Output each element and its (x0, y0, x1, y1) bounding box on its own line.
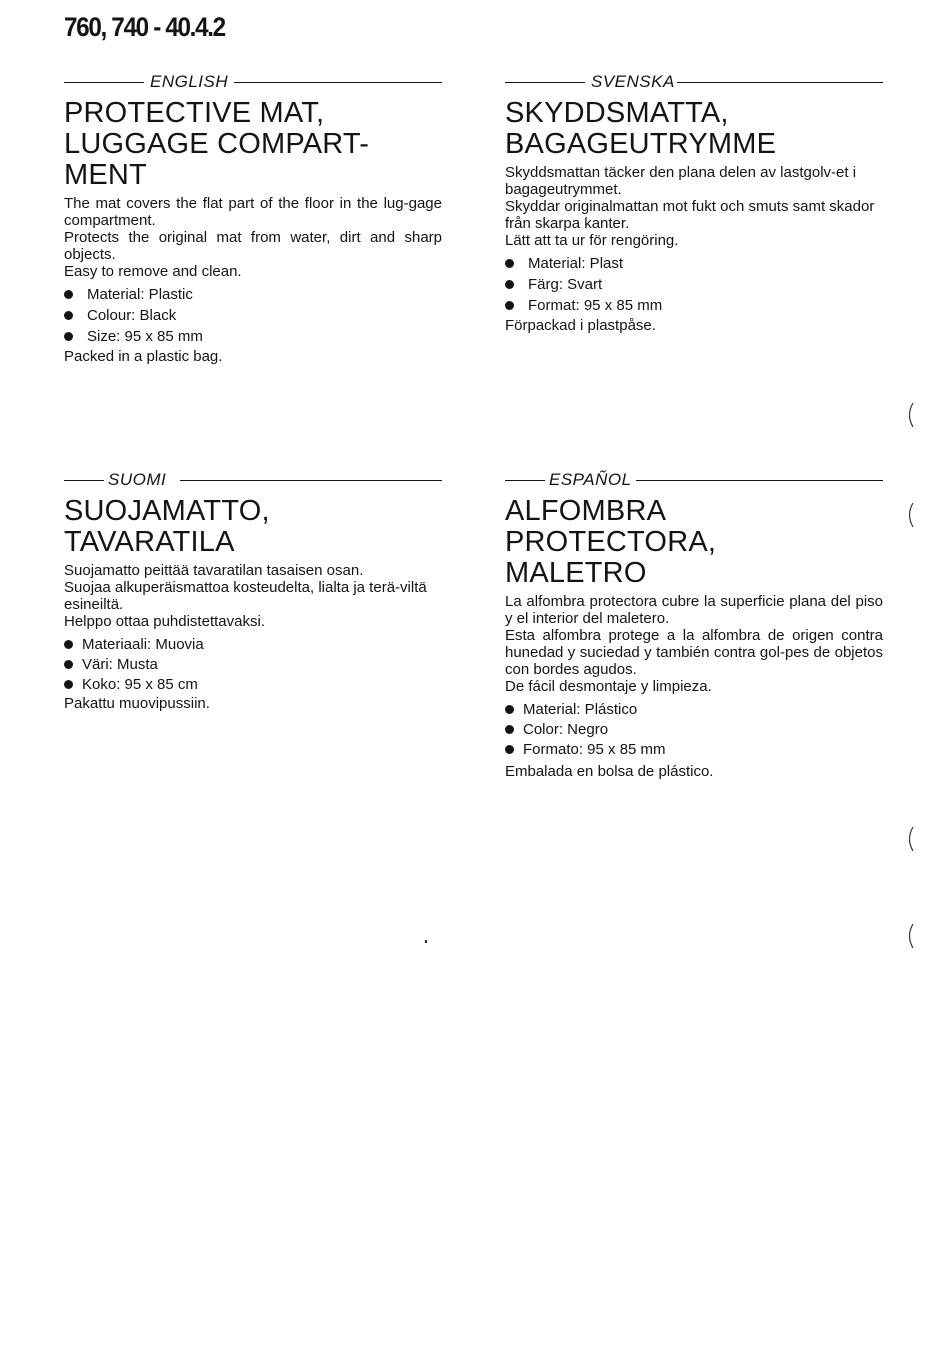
title-line: PROTECTIVE MAT, (64, 97, 325, 129)
spec-list-espanol (505, 699, 883, 759)
section-english (64, 72, 442, 365)
language-rule-english (64, 72, 442, 92)
description-paragraph: Protects the original mat from water, dirt and sharp objects. (64, 229, 442, 263)
binder-mark-icon (905, 402, 915, 428)
section-espanol (505, 470, 883, 780)
description-paragraph: La alfombra protectora cubre la superficie plana del piso y el interior del maletero. (505, 593, 883, 627)
description-paragraph: De fácil desmontaje y limpieza. (505, 678, 712, 695)
bullet-icon (505, 745, 514, 754)
binder-mark-icon (905, 502, 915, 528)
bullet-icon (505, 301, 514, 310)
rule-line (636, 480, 883, 481)
section-title-espanol (505, 496, 883, 589)
spec-item: Materiaali: Muovia (64, 634, 442, 654)
bullet-icon (505, 259, 514, 268)
section-title-english (64, 98, 442, 191)
section-suomi (64, 470, 442, 712)
description-paragraph: Helppo ottaa puhdistettavaksi. (64, 613, 265, 630)
spec-item: Colour: Black (64, 305, 442, 326)
language-rule-suomi (64, 470, 442, 490)
spec-list-svenska (505, 253, 883, 316)
title-line: MALETRO (505, 557, 647, 589)
binder-mark-icon (905, 923, 915, 949)
spec-item: Color: Negro (505, 719, 883, 739)
title-line: LUGGAGE COMPART- (64, 128, 370, 160)
spec-item: Material: Plast (505, 253, 883, 274)
rule-line (64, 480, 104, 481)
bullet-icon (505, 705, 514, 714)
spec-list-english (64, 284, 442, 347)
description-espanol (505, 593, 883, 695)
packaging-note-suomi: Pakattu muovipussiin. (64, 695, 210, 712)
bullet-icon (505, 280, 514, 289)
spec-list-suomi (64, 634, 442, 694)
bullet-icon (64, 680, 73, 689)
section-title-suomi (64, 496, 442, 558)
language-label-svenska: SVENSKA (591, 72, 675, 91)
bullet-icon (64, 311, 73, 320)
description-paragraph: Easy to remove and clean. (64, 263, 242, 280)
language-rule-svenska (505, 72, 883, 92)
packaging-note-english: Packed in a plastic bag. (64, 348, 223, 365)
language-label-english: ENGLISH (150, 72, 229, 91)
spec-item: Size: 95 x 85 mm (64, 326, 442, 347)
spec-item: Material: Plástico (505, 699, 883, 719)
binder-mark-icon (905, 826, 915, 852)
language-rule-espanol (505, 470, 883, 490)
bullet-icon (64, 332, 73, 341)
packaging-note-svenska: Förpackad i plastpåse. (505, 317, 656, 334)
title-line: TAVARATILA (64, 526, 235, 558)
rule-line (180, 480, 442, 481)
language-label-suomi: SUOMI (108, 470, 167, 489)
description-suomi (64, 562, 442, 630)
description-paragraph: Esta alfombra protege a la alfombra de origen contra hunedad y suciedad y también contra gol-pes de objetos con bordes agudos. (505, 627, 883, 678)
description-paragraph: Suojamatto peittää tavaratilan tasaisen osan. (64, 562, 364, 579)
rule-line (505, 480, 545, 481)
spec-item: Format: 95 x 85 mm (505, 295, 883, 316)
title-line: ALFOMBRA PROTECTORA, (505, 495, 717, 558)
page-header-code: 760, 740 - 40.4.2 (64, 12, 225, 42)
description-paragraph: Suojaa alkuperäismattoa kosteudelta, lialta ja terä-viltä esineiltä. (64, 579, 427, 613)
description-english (64, 195, 442, 280)
bullet-icon (64, 660, 73, 669)
spec-item: Koko: 95 x 85 cm (64, 674, 442, 694)
section-title-svenska (505, 98, 883, 160)
spec-item: Formato: 95 x 85 mm (505, 739, 883, 759)
title-line: SUOJAMATTO, (64, 495, 270, 527)
rule-line (234, 82, 442, 83)
title-line: MENT (64, 159, 147, 191)
rule-line (505, 82, 585, 83)
description-paragraph: Skyddsmattan täcker den plana delen av lastgolv-et i bagageutrymmet. (505, 164, 857, 198)
scan-speck (425, 940, 427, 943)
bullet-icon (64, 640, 73, 649)
section-svenska (505, 72, 883, 334)
description-paragraph: The mat covers the flat part of the floor in the lug-gage compartment. (64, 195, 442, 229)
language-label-espanol: ESPAÑOL (549, 470, 632, 489)
bullet-icon (505, 725, 514, 734)
title-line: SKYDDSMATTA, (505, 97, 729, 129)
description-svenska (505, 164, 883, 249)
rule-line (677, 82, 883, 83)
description-paragraph: Skyddar originalmattan mot fukt och smuts samt skador från skarpa kanter. (505, 198, 875, 232)
title-line: BAGAGEUTRYMME (505, 128, 777, 160)
description-paragraph: Lätt att ta ur för rengöring. (505, 232, 679, 249)
spec-item: Väri: Musta (64, 654, 442, 674)
spec-item: Färg: Svart (505, 274, 883, 295)
rule-line (64, 82, 144, 83)
packaging-note-espanol: Embalada en bolsa de plástico. (505, 763, 714, 780)
spec-item: Material: Plastic (64, 284, 442, 305)
bullet-icon (64, 290, 73, 299)
